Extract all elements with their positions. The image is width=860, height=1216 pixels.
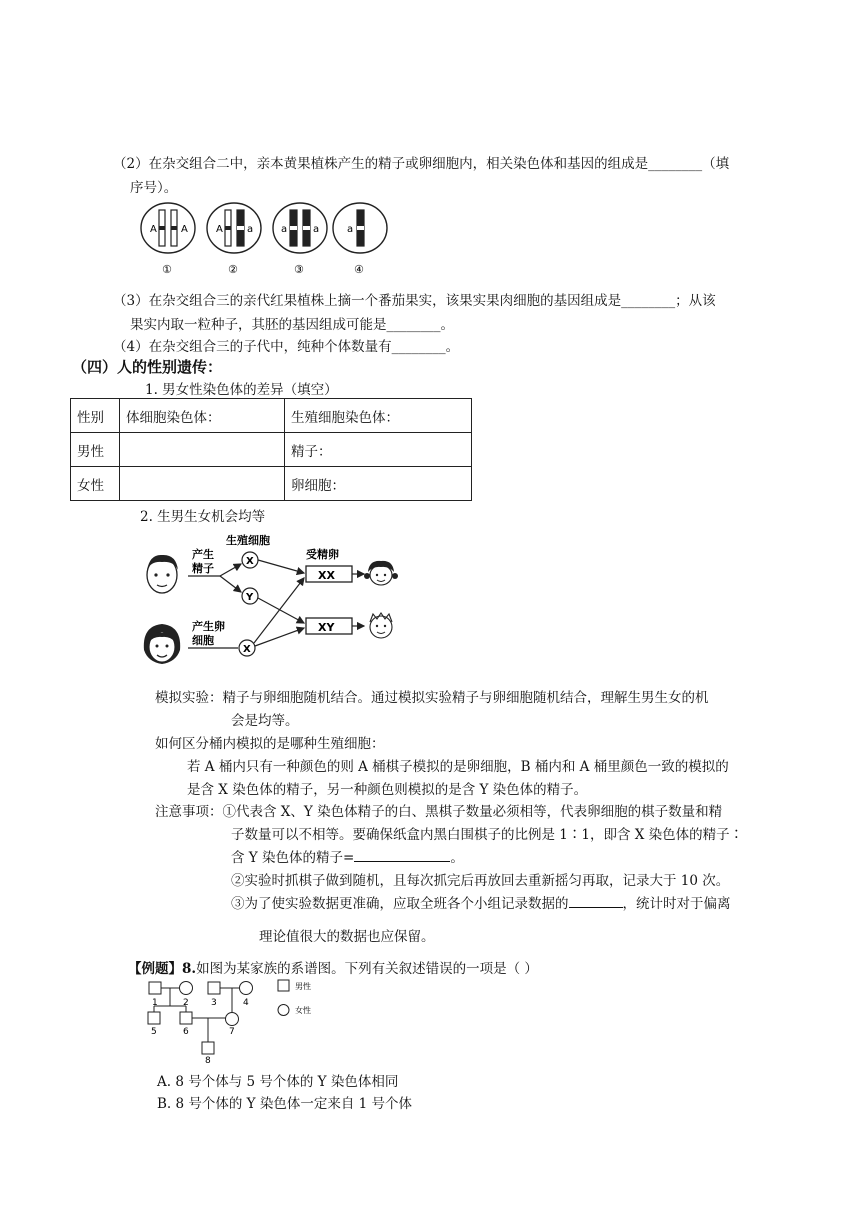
ratio-blank bbox=[354, 847, 450, 862]
pedigree-id-8: 8 bbox=[205, 1056, 211, 1064]
pedigree-id-5: 5 bbox=[151, 1027, 157, 1037]
svg-text:③: ③ bbox=[294, 263, 304, 276]
pedigree-id-6: 6 bbox=[183, 1027, 189, 1037]
note-3b: 理论值很大的数据也应保留。 bbox=[259, 929, 435, 945]
note-1c-text: 含 Y 染色体的精子= bbox=[231, 850, 355, 866]
table-cell: 男性 bbox=[71, 433, 120, 467]
sperm-y: Y bbox=[246, 592, 254, 603]
label-zygote: 受精卵 bbox=[306, 548, 339, 561]
father-face-icon bbox=[147, 555, 178, 593]
sim-line2: 会是均等。 bbox=[231, 713, 299, 729]
pedigree-id-1: 1 bbox=[152, 998, 158, 1008]
svg-text:a: a bbox=[281, 224, 288, 235]
note-1a: 注意事项：①代表含 X、Y 染色体精子的白、黑棋子数量必须相等，代表卵细胞的棋子数量和精 bbox=[155, 804, 723, 820]
svg-text:①: ① bbox=[162, 263, 172, 276]
table-cell bbox=[120, 433, 285, 467]
table-row bbox=[71, 433, 472, 467]
note-3a-end: ，统计时对于偏离 bbox=[622, 896, 731, 912]
label-germ-cell: 生殖细胞 bbox=[226, 534, 270, 547]
q2-line2: 序号）。 bbox=[130, 180, 178, 196]
cell-4 bbox=[333, 203, 387, 276]
note-3a-text: ③为了使实验数据更准确，应取全班各个小组记录数据的 bbox=[231, 896, 569, 912]
sperm-x: X bbox=[246, 556, 254, 567]
table-cell: 生殖细胞染色体： bbox=[285, 399, 472, 433]
label-sperm-1: 产生 bbox=[192, 548, 214, 561]
item-1-label: 1. 男女性染色体的差异（填空） bbox=[145, 382, 338, 398]
cell-2 bbox=[207, 203, 261, 276]
note-3a bbox=[231, 892, 731, 912]
pedigree-id-7: 7 bbox=[229, 1027, 235, 1037]
chromosome-cells-figure bbox=[140, 198, 390, 278]
label-sperm-2: 精子 bbox=[192, 562, 214, 575]
pedigree-id-3: 3 bbox=[211, 998, 217, 1008]
table-cell: 卵细胞： bbox=[285, 467, 472, 501]
note-2: ②实验时抓棋子做到随机，且每次抓完后再放回去重新摇匀再取，记录大于 10 次。 bbox=[231, 873, 730, 889]
q2-line1: （2）在杂交组合二中，亲本黄果植株产生的精子或卵细胞内，相关染色体和基因的组成是________（填 bbox=[113, 156, 730, 172]
cell-1 bbox=[141, 203, 195, 276]
how-question: 如何区分桶内模拟的是哪种生殖细胞： bbox=[155, 736, 385, 752]
svg-text:④: ④ bbox=[354, 263, 364, 276]
cell-3 bbox=[273, 203, 327, 276]
table-header-row bbox=[71, 399, 472, 433]
label-egg-2: 细胞 bbox=[192, 634, 214, 647]
svg-text:a: a bbox=[347, 224, 354, 235]
legend-female: 女性 bbox=[295, 1006, 311, 1015]
table-cell: 精子： bbox=[285, 433, 472, 467]
zygote-xy: XY bbox=[318, 621, 335, 634]
pedigree-id-2: 2 bbox=[183, 998, 189, 1008]
table-row bbox=[71, 467, 472, 501]
note-1b: 子数量可以不相等。要确保纸盒内黑白围棋子的比例是 1∶1，即含 X 染色体的精子∶ bbox=[231, 827, 744, 843]
svg-text:A: A bbox=[181, 224, 188, 235]
pedigree-id-4: 4 bbox=[243, 998, 249, 1008]
example-question: 如图为某家族的系谱图。下列有关叙述错误的一项是（ ） bbox=[196, 961, 538, 977]
table-cell: 性别 bbox=[71, 399, 120, 433]
item-2-label: 2. 生男生女机会均等 bbox=[140, 509, 266, 525]
girl-face-icon bbox=[364, 561, 398, 585]
note-1c bbox=[231, 846, 464, 866]
svg-text:A: A bbox=[150, 224, 157, 235]
how-answer-1: 若 A 桶内只有一种颜色的则 A 桶棋子模拟的是卵细胞，B 桶内和 A 桶里颜色一致的模拟的 bbox=[187, 759, 729, 775]
table-cell: 体细胞染色体： bbox=[120, 399, 285, 433]
how-answer-2: 是含 X 染色体的精子，另一种颜色则模拟的是含 Y 染色体的精子。 bbox=[187, 782, 588, 798]
q4-line1: （4）在杂交组合三的子代中，纯种个体数量有________。 bbox=[113, 339, 460, 355]
svg-text:②: ② bbox=[228, 263, 238, 276]
q3-line2: 果实内取一粒种子，其胚的基因组成可能是________。 bbox=[130, 317, 454, 333]
table-cell: 女性 bbox=[71, 467, 120, 501]
example-stem bbox=[128, 957, 538, 977]
boy-face-icon bbox=[370, 613, 392, 638]
data-blank bbox=[569, 893, 623, 908]
option-b: B. 8 号个体的 Y 染色体一定来自 1 号个体 bbox=[157, 1096, 413, 1112]
legend-male: 男性 bbox=[295, 982, 311, 991]
svg-text:A: A bbox=[216, 224, 223, 235]
sim-line1: 模拟实验：精子与卵细胞随机结合。通过模拟实验精子与卵细胞随机结合，理解生男生女的机 bbox=[155, 690, 709, 706]
example-tag: 【例题】 bbox=[128, 961, 182, 977]
svg-text:a: a bbox=[247, 224, 254, 235]
sex-determination-diagram bbox=[140, 530, 420, 670]
table-cell bbox=[120, 467, 285, 501]
pedigree-chart bbox=[140, 976, 340, 1064]
option-a: A. 8 号个体与 5 号个体的 Y 染色体相同 bbox=[157, 1074, 399, 1090]
mother-face-icon bbox=[144, 624, 180, 664]
svg-text:a: a bbox=[313, 224, 320, 235]
example-number: 8. bbox=[182, 961, 197, 977]
note-1c-end: 。 bbox=[450, 850, 464, 866]
label-egg-1: 产生卵 bbox=[192, 620, 225, 633]
zygote-xx: XX bbox=[318, 569, 335, 582]
sex-chromosome-table bbox=[70, 398, 472, 501]
egg-x: X bbox=[243, 644, 251, 655]
q3-line1: （3）在杂交组合三的亲代红果植株上摘一个番茄果实，该果实果肉细胞的基因组成是________；从该 bbox=[113, 293, 716, 309]
section-heading: （四）人的性别遗传： bbox=[72, 358, 223, 376]
